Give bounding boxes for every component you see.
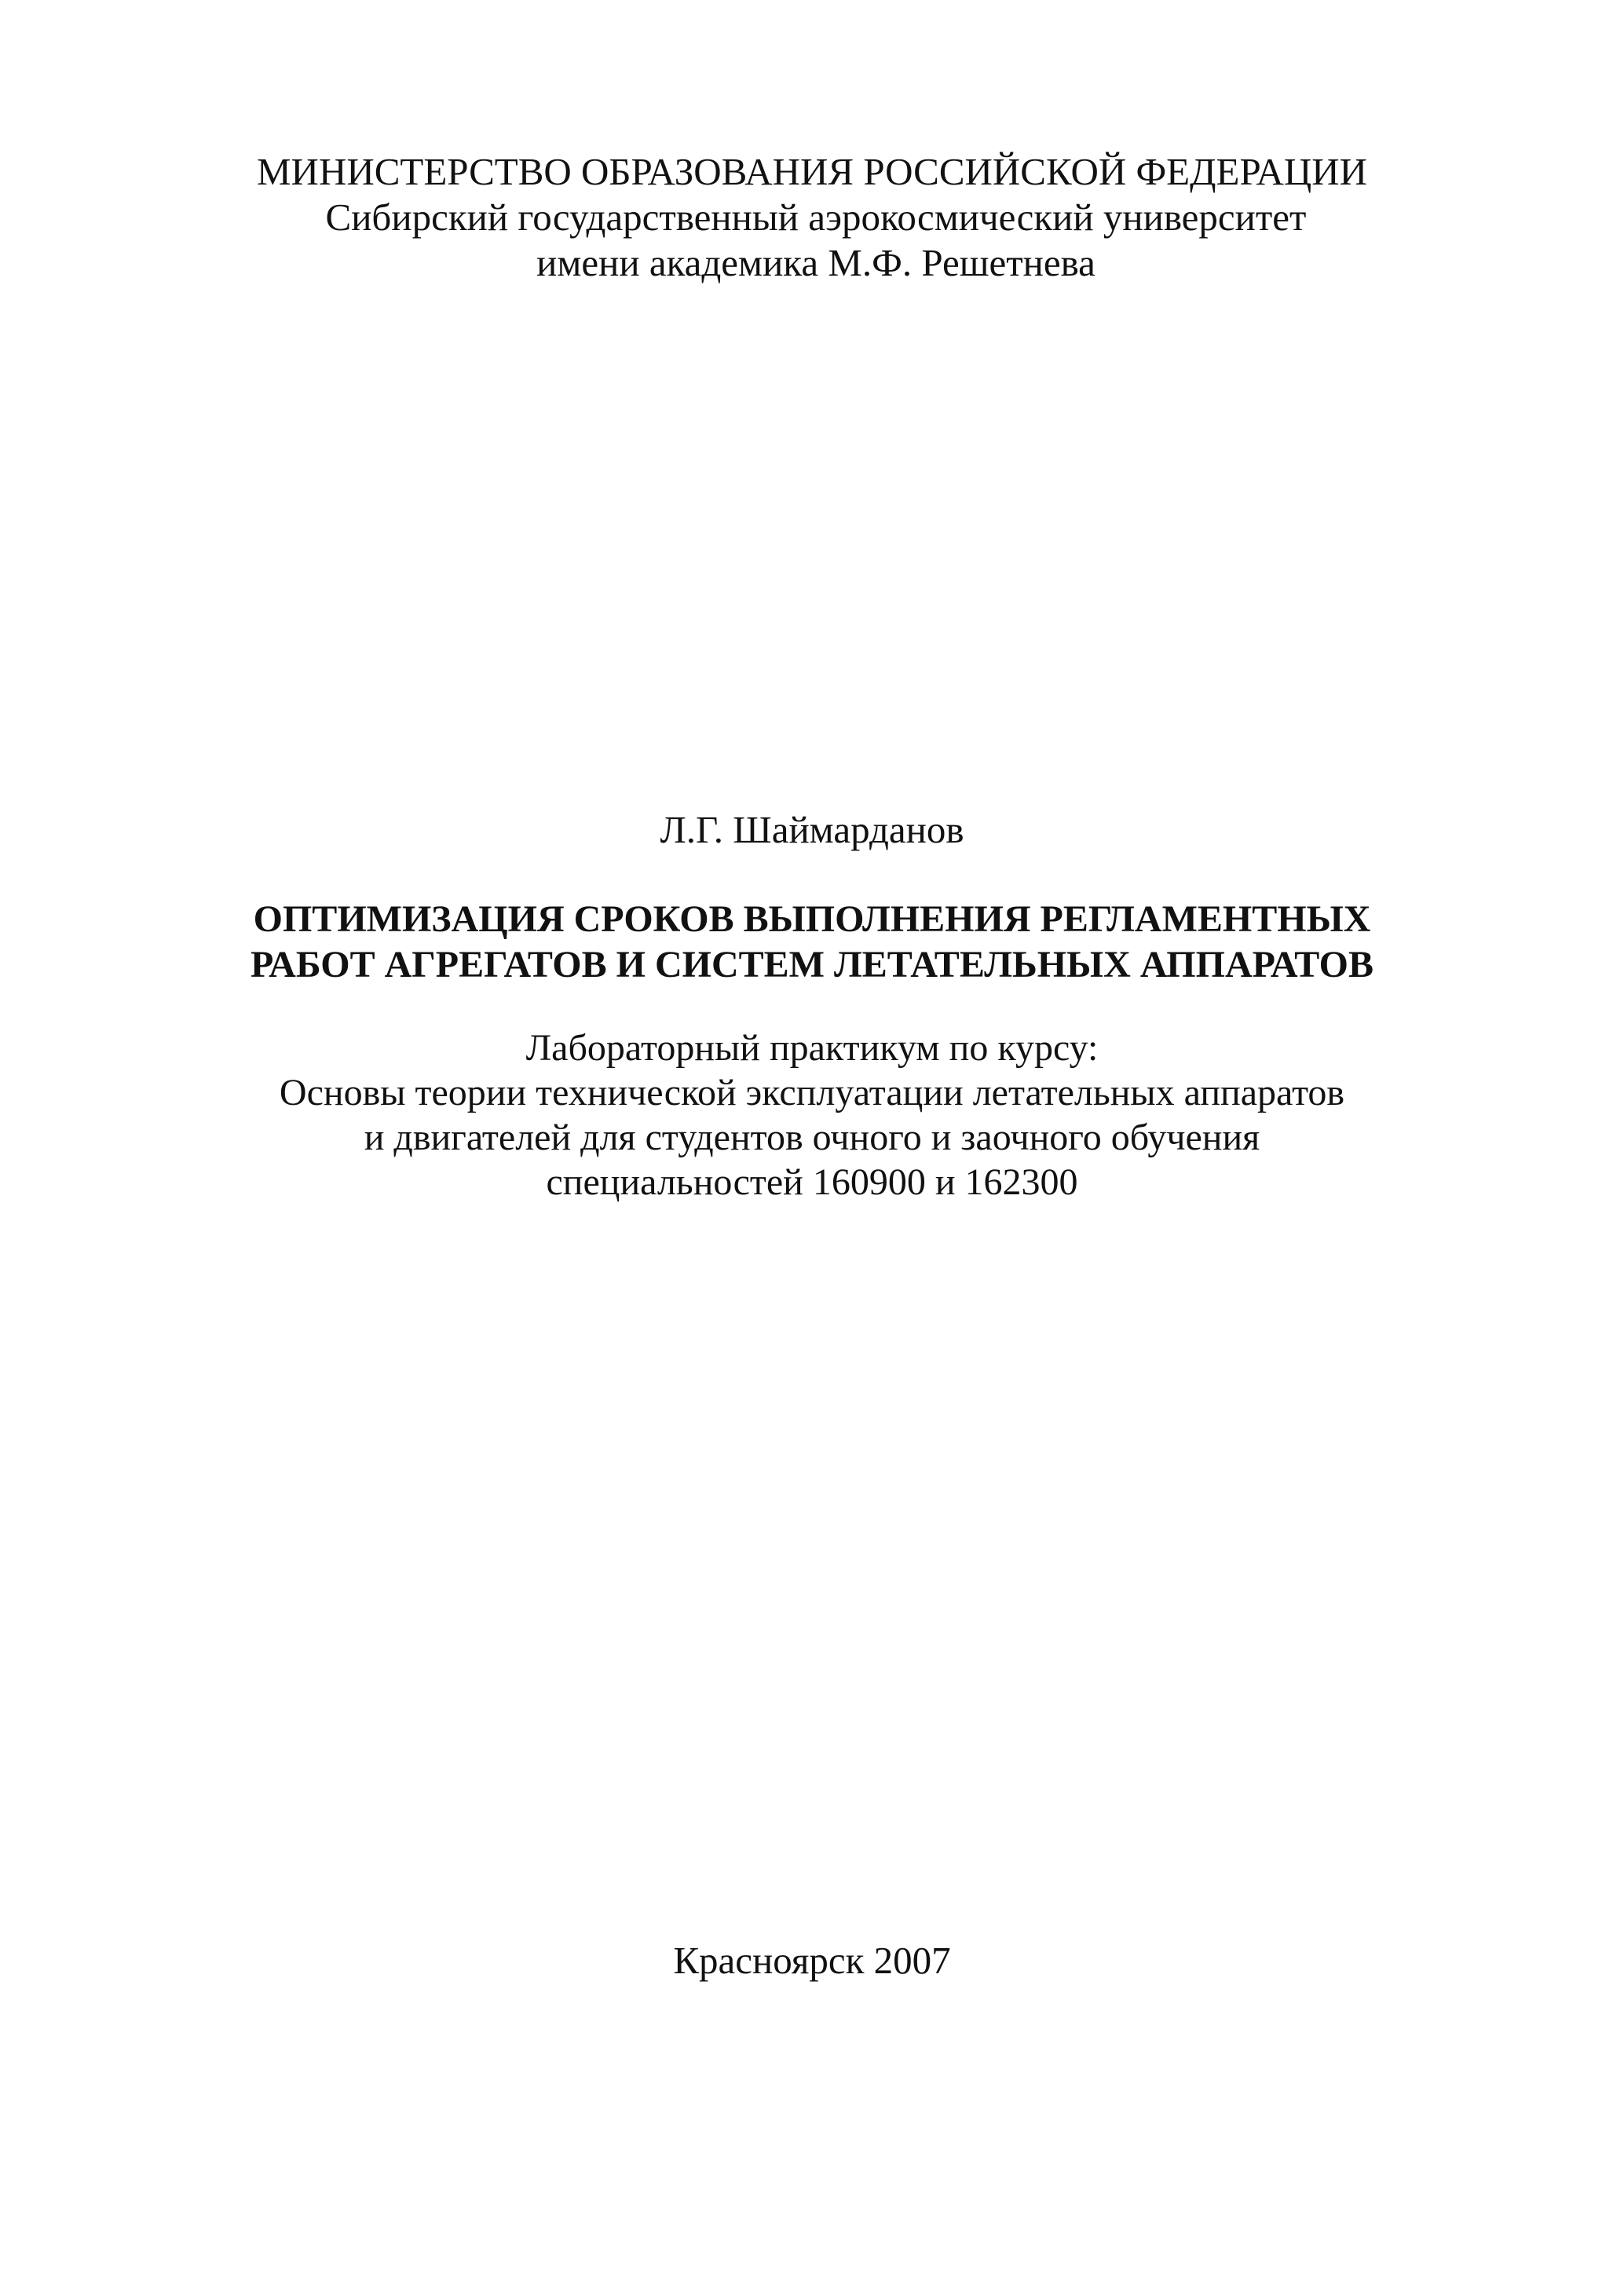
ministry-name: МИНИСТЕРСТВО ОБРАЗОВАНИЯ РОССИЙСКОЙ ФЕДЕРАЦИИ — [256, 150, 1367, 193]
place-and-year: Красноярск 2007 — [673, 1939, 951, 1982]
institution-header — [0, 149, 1624, 286]
title-line-2: РАБОТ АГРЕГАТОВ И СИСТЕМ ЛЕТАТЕЛЬНЫХ АППАРАТОВ — [250, 944, 1373, 985]
subtitle-line-2: Основы теории технической эксплуатации летательных аппаратов — [279, 1072, 1345, 1113]
subtitle-line-4: специальностей 160900 и 162300 — [546, 1161, 1078, 1203]
document-title — [0, 897, 1624, 988]
university-name: Сибирский государственный аэрокосмический университет — [325, 196, 1307, 239]
document-subtitle — [0, 1026, 1624, 1205]
university-dedication: имени академика М.Ф. Решетнева — [536, 241, 1095, 284]
title-line-1: ОПТИМИЗАЦИЯ СРОКОВ ВЫПОЛНЕНИЯ РЕГЛАМЕНТНЫХ — [253, 898, 1371, 940]
subtitle-line-1: Лабораторный практикум по курсу: — [525, 1027, 1099, 1069]
subtitle-line-3: и двигателей для студентов очного и заочного обучения — [364, 1117, 1260, 1158]
author-name: Л.Г. Шаймарданов — [660, 808, 964, 851]
